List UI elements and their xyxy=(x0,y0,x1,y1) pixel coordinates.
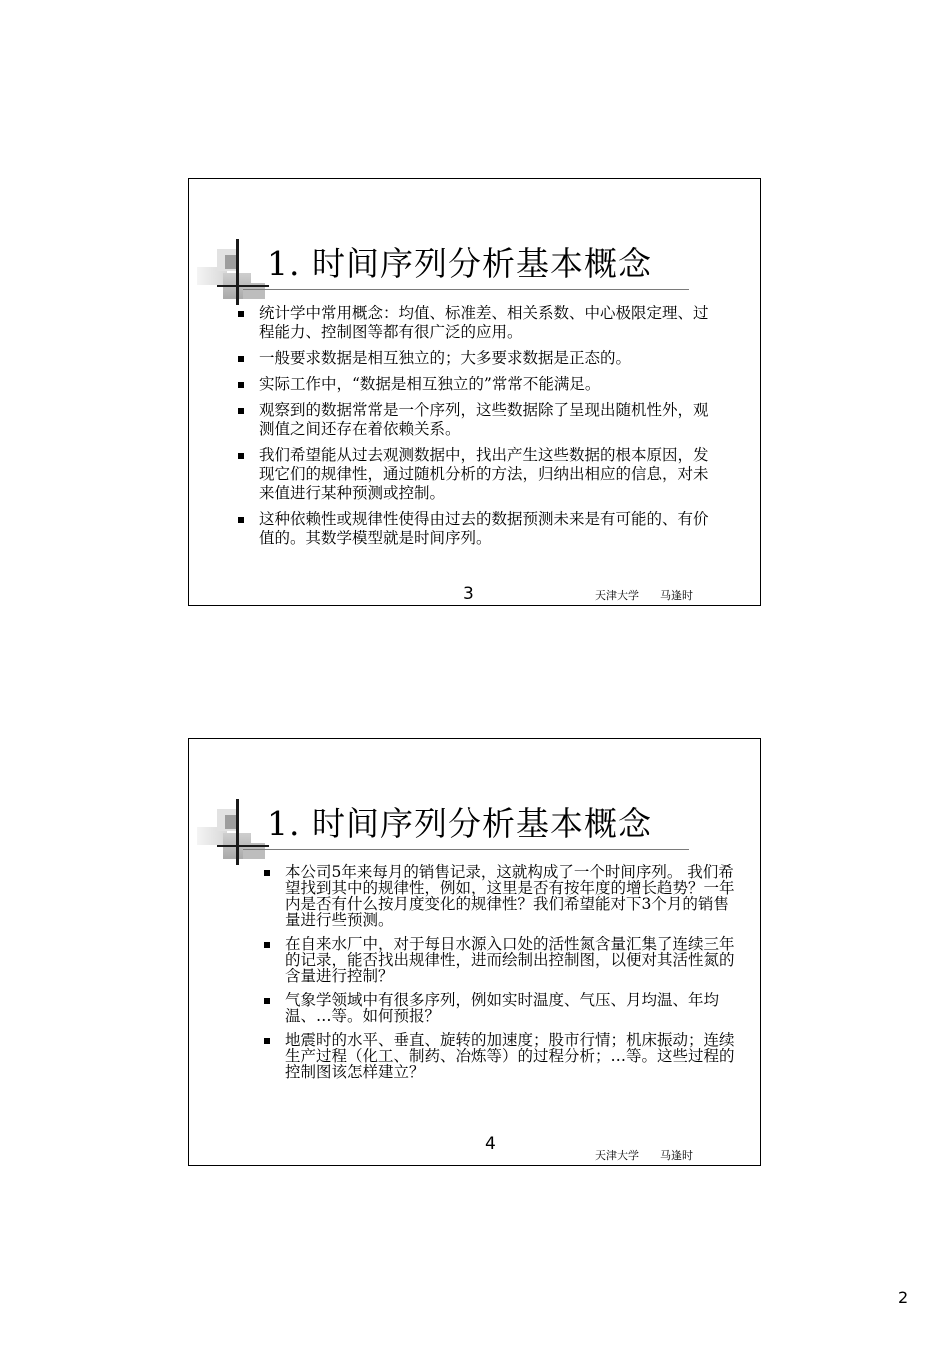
slide-number: 4 xyxy=(485,1134,496,1154)
slide-number: 3 xyxy=(463,584,474,604)
title-underline xyxy=(243,849,689,850)
bullet-item: 这种依赖性或规律性使得由过去的数据预测未来是有可能的、有价值的。其数学模型就是时间序列。 xyxy=(237,510,717,548)
bullet-square-icon xyxy=(264,998,270,1004)
bullet-item: 我们希望能从过去观测数据中，找出产生这些数据的根本原因，发现它们的规律性，通过随机分析的方法，归纳出相应的信息，对未来值进行某种预测或控制。 xyxy=(237,446,717,503)
slide-footer: 天津大学 马逢时 xyxy=(595,1149,693,1162)
bullet-item: 地震时的水平、垂直、旋转的加速度；股市行情；机床振动；连续生产过程（化工、制药、冶炼等）的过程分析；…等。这些过程的控制图该怎样建立？ xyxy=(263,1032,741,1080)
bullet-item: 统计学中常用概念：均值、标准差、相关系数、中心极限定理、过程能力、控制图等都有很广泛的应用。 xyxy=(237,304,717,342)
bullet-square-icon xyxy=(238,408,244,414)
bullet-square-icon xyxy=(238,311,244,317)
page-number: 2 xyxy=(898,1288,909,1307)
bullet-square-icon xyxy=(264,870,270,876)
bullet-square-icon xyxy=(264,1038,270,1044)
bullet-item: 观察到的数据常常是一个序列，这些数据除了呈现出随机性外，观测值之间还存在着依赖关系。 xyxy=(237,401,717,439)
bullet-square-icon xyxy=(238,453,244,459)
bullet-item: 一般要求数据是相互独立的；大多要求数据是正态的。 xyxy=(237,349,717,368)
slide-title: 1. 时间序列分析基本概念 xyxy=(267,804,652,843)
title-underline xyxy=(243,289,689,290)
slide-4 xyxy=(188,738,761,1166)
bullet-list xyxy=(263,864,741,1088)
bullet-item: 气象学领域中有很多序列，例如实时温度、气压、月均温、年均温、…等。如何预报？ xyxy=(263,992,741,1024)
slide-title: 1. 时间序列分析基本概念 xyxy=(267,244,652,283)
bullet-item: 在自来水厂中，对于每日水源入口处的活性氮含量汇集了连续三年的记录，能否找出规律性，进而绘制出控制图，以便对其活性氮的含量进行控制？ xyxy=(263,936,741,984)
bullet-square-icon xyxy=(238,382,244,388)
slide-3 xyxy=(188,178,761,606)
bullet-item: 本公司5年来每月的销售记录，这就构成了一个时间序列。 我们希望找到其中的规律性，例如，这里是否有按年度的增长趋势？一年内是否有什么按月度变化的规律性？我们希望能对下3个月的销售量进行些预测。 xyxy=(263,864,741,928)
bullet-square-icon xyxy=(238,517,244,523)
bullet-square-icon xyxy=(264,942,270,948)
bullet-item: 实际工作中，“数据是相互独立的”常常不能满足。 xyxy=(237,375,717,394)
bullet-square-icon xyxy=(238,356,244,362)
bullet-list xyxy=(237,304,717,555)
slide-footer: 天津大学 马逢时 xyxy=(595,589,693,602)
